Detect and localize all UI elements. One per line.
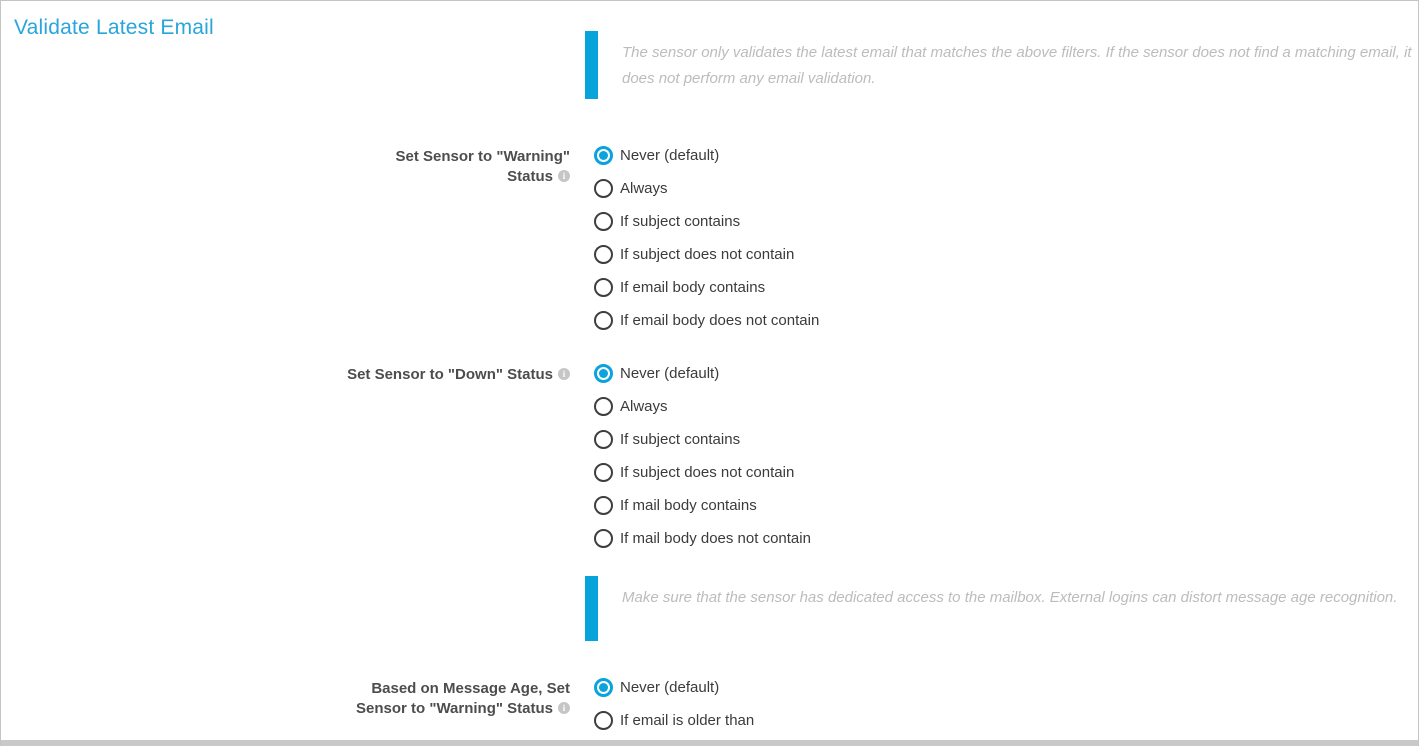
radio-down-never-default[interactable]: Never (default) bbox=[594, 364, 719, 383]
info-text: Make sure that the sensor has dedicated access to the mailbox. External logins can distort message age recognition. bbox=[622, 589, 1398, 606]
field-row-down-status bbox=[1, 364, 1418, 548]
info-row bbox=[1, 31, 1418, 99]
info-icon[interactable]: i bbox=[558, 170, 570, 182]
radio-unselected-icon[interactable] bbox=[594, 278, 613, 297]
label-column-spacer bbox=[1, 576, 570, 577]
radio-selected-icon[interactable] bbox=[594, 146, 613, 165]
radio-warning-never-default[interactable]: Never (default) bbox=[594, 146, 719, 165]
info-row bbox=[1, 576, 1418, 641]
radio-warning-if-subject-contains[interactable]: If subject contains bbox=[594, 212, 740, 231]
radio-unselected-icon[interactable] bbox=[594, 245, 613, 264]
radio-unselected-icon[interactable] bbox=[594, 179, 613, 198]
info-box-validation-note bbox=[585, 31, 1418, 99]
radio-down-if-subject-contains[interactable]: If subject contains bbox=[594, 430, 740, 449]
field-label-message-age-warning: Based on Message Age, SetSensor to "Warning" Status bbox=[355, 680, 570, 717]
radio-warning-always[interactable]: Always bbox=[594, 179, 668, 198]
radio-down-if-mail-body-does-not-contain[interactable]: If mail body does not contain bbox=[594, 529, 811, 548]
radio-unselected-icon[interactable] bbox=[594, 496, 613, 515]
radio-warning-if-email-body-does-not-contain[interactable]: If email body does not contain bbox=[594, 311, 819, 330]
radio-unselected-icon[interactable] bbox=[594, 711, 613, 730]
radio-group-warning-status bbox=[585, 146, 1418, 330]
radio-warning-if-email-body-contains[interactable]: If email body contains bbox=[594, 278, 765, 297]
info-icon[interactable]: i bbox=[558, 702, 570, 714]
radio-unselected-icon[interactable] bbox=[594, 311, 613, 330]
radio-group-message-age-warning bbox=[585, 678, 1418, 730]
field-label-down-status: Set Sensor to "Down" Status bbox=[347, 366, 553, 383]
radio-unselected-icon[interactable] bbox=[594, 529, 613, 548]
validate-latest-email-form bbox=[1, 1, 1418, 730]
info-box-mailbox-access-note bbox=[585, 576, 1418, 641]
radio-unselected-icon[interactable] bbox=[594, 463, 613, 482]
info-icon[interactable]: i bbox=[558, 368, 570, 380]
info-accent-bar bbox=[585, 31, 598, 99]
radio-message-age-never-default[interactable]: Never (default) bbox=[594, 678, 719, 697]
radio-unselected-icon[interactable] bbox=[594, 212, 613, 231]
radio-selected-icon[interactable] bbox=[594, 678, 613, 697]
page-title: Validate Latest Email bbox=[14, 16, 214, 39]
info-text: The sensor only validates the latest email that matches the above filters. If the sensor does not find a matching email, it does not perform any email validation. bbox=[622, 44, 1412, 87]
info-accent-bar bbox=[585, 576, 598, 641]
radio-down-if-mail-body-contains[interactable]: If mail body contains bbox=[594, 496, 757, 515]
radio-unselected-icon[interactable] bbox=[594, 397, 613, 416]
radio-down-always[interactable]: Always bbox=[594, 397, 668, 416]
field-row-warning-status bbox=[1, 146, 1418, 330]
radio-warning-if-subject-does-not-contain[interactable]: If subject does not contain bbox=[594, 245, 794, 264]
radio-unselected-icon[interactable] bbox=[594, 430, 613, 449]
radio-message-age-if-email-is-older-than[interactable]: If email is older than bbox=[594, 711, 754, 730]
label-column-spacer bbox=[1, 31, 570, 32]
field-row-message-age-warning bbox=[1, 678, 1418, 730]
field-label-warning-status: Set Sensor to "Warning"Status bbox=[395, 148, 570, 185]
section-divider bbox=[1, 740, 1418, 746]
radio-down-if-subject-does-not-contain[interactable]: If subject does not contain bbox=[594, 463, 794, 482]
radio-group-down-status bbox=[585, 364, 1418, 548]
radio-selected-icon[interactable] bbox=[594, 364, 613, 383]
